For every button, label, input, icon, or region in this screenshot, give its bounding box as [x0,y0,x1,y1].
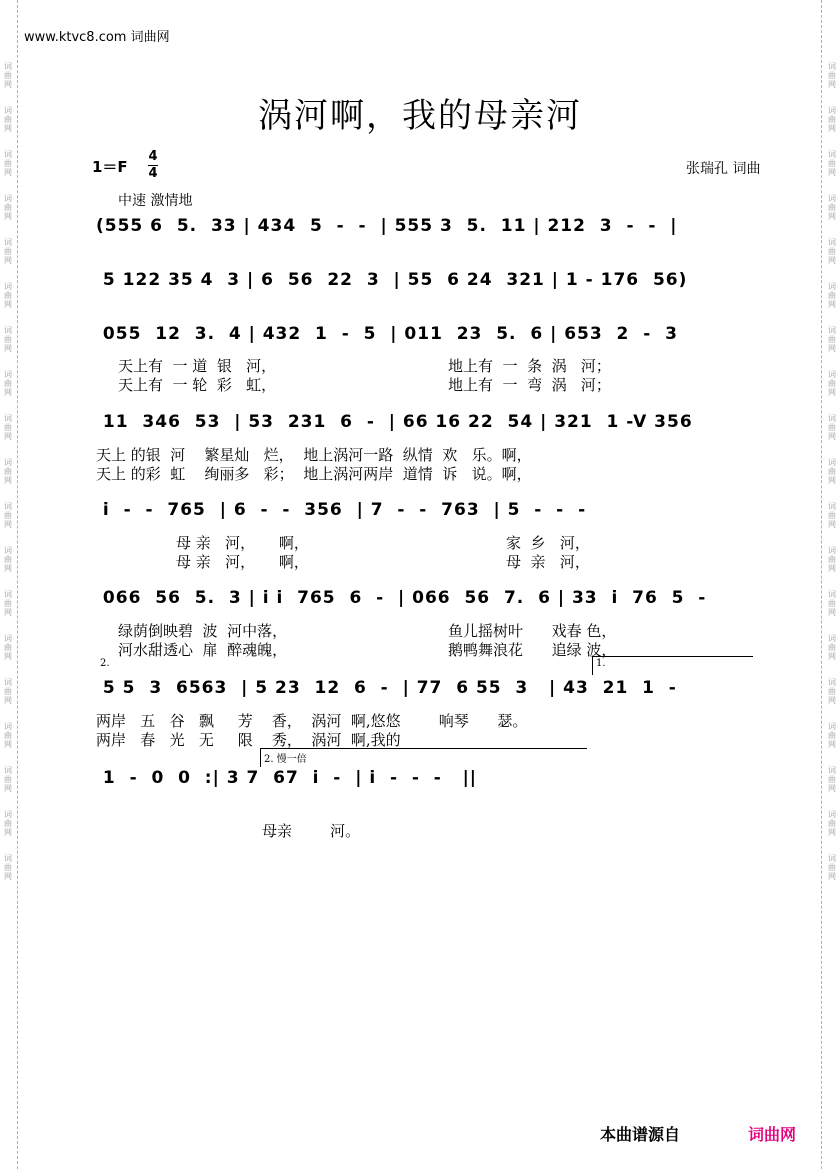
volta-2-label: 2. [100,658,110,669]
song-title: 涡河啊，我的母亲河 [258,96,582,136]
footer-source-label: 本曲谱源自 [600,1125,681,1144]
staff-row-5 [96,500,756,524]
border-watermark: 词 曲 网 [828,238,836,265]
border-watermark: 词 曲 网 [828,502,836,529]
border-watermark: 词 曲 网 [4,326,12,353]
key-signature: 1＝F [92,158,128,176]
border-watermark: 词 曲 网 [4,62,12,89]
lyric-line: 母亲 河。 [262,822,361,840]
border-watermark: 词 曲 网 [4,502,12,529]
notes-row-8: 1 - 0 0 :| 3 7 67 i - | i - - - || [96,768,478,788]
lyric-line: 母 亲 河， 啊， [176,534,309,552]
border-watermark: 词 曲 网 [4,238,12,265]
time-signature [148,150,158,181]
lyric-line: 绿荫倒映碧 波 河中落， [118,622,288,640]
border-watermark: 词 曲 网 [4,722,12,749]
border-watermark: 词 曲 网 [4,458,12,485]
notes-row-7: 5 5 3 6563 | 5 23 12 6 - | 77 6 55 3 | 43 21 1 - [96,678,691,698]
lyric-line: 两岸 五 谷 飘 芳 香， 涡河 啊,悠悠 响琴 瑟。 [96,712,528,730]
border-watermark: 词 曲 网 [4,194,12,221]
lyric-line: 地上有 一 条 涡 河； [448,357,611,375]
border-watermark: 词 曲 网 [4,546,12,573]
border-watermark: 词 曲 网 [828,106,836,133]
notes-row-2: 5 122 35 4 3 | 6 56 22 3 | 55 6 24 321 | 1 - 176 56) [96,270,695,290]
border-watermark: 词 曲 网 [828,150,836,177]
staff-row-3 [96,324,756,348]
site-url: www.ktvc8.com 词曲网 [24,30,170,45]
border-watermark: 词 曲 网 [828,546,836,573]
lyric-line: 天上 的银 河 繁星灿 烂， 地上涡河一路 纵情 欢 乐。啊， [96,446,532,464]
notes-row-4: 11 346 53 | 53 231 6 - | 66 16 22 54 | 321 1 -V 356 [96,412,700,432]
volta-2-slow-label: 2. 慢一倍 [264,754,307,765]
border-watermark: 词 曲 网 [828,326,836,353]
border-watermark: 词 曲 网 [4,106,12,133]
lyric-line: 河水甜透心 扉 醉魂魄， [118,641,288,659]
lyric-line: 母 亲 河， 啊， [176,553,309,571]
border-watermark: 词 曲 网 [828,370,836,397]
left-border-decoration [2,0,14,1169]
staff-row-8 [96,768,756,792]
border-watermark: 词 曲 网 [828,854,836,881]
notes-row-3: 055 12 3. 4 | 432 1 - 5 | 011 23 5. 6 | 653 2 - 3 [96,324,692,344]
border-watermark: 词 曲 网 [4,678,12,705]
border-watermark: 词 曲 网 [828,766,836,793]
border-watermark: 词 曲 网 [4,414,12,441]
border-watermark: 词 曲 网 [828,590,836,617]
time-top: 4 [148,149,158,164]
footer-site-link[interactable]: 词曲网 [748,1125,797,1144]
staff-row-1 [96,216,756,240]
lyric-line: 天上有 一 轮 彩 虹， [118,376,277,394]
border-watermark: 词 曲 网 [828,810,836,837]
lyric-line: 两岸 春 光 无 限 秀， 涡河 啊,我的 [96,731,401,749]
staff-row-6 [96,588,756,612]
lyric-line: 家 乡 河， [506,534,590,552]
border-watermark: 词 曲 网 [828,634,836,661]
border-watermark: 词 曲 网 [828,722,836,749]
lyric-line: 天上 的彩 虹 绚丽多 彩； 地上涡河两岸 道情 诉 说。啊， [96,465,532,483]
lyric-line: 地上有 一 弯 涡 河； [448,376,611,394]
right-border-decoration [826,0,838,1169]
lyric-line: 鱼儿摇树叶 戏春 色， [448,622,617,640]
border-watermark: 词 曲 网 [4,854,12,881]
border-watermark: 词 曲 网 [4,282,12,309]
tempo-marking: 中速 激情地 [118,193,193,209]
border-watermark: 词 曲 网 [4,766,12,793]
border-watermark: 词 曲 网 [828,678,836,705]
staff-row-4 [96,412,756,436]
border-watermark: 词 曲 网 [828,414,836,441]
staff-row-2 [96,270,756,294]
lyric-line: 天上有 一 道 银 河， [118,357,277,375]
staff-row-7 [96,678,756,702]
notes-row-1: (555 6 5. 33 | 434 5 - - | 555 3 5. 11 | 212 3 - - | [96,216,678,236]
border-watermark: 词 曲 网 [828,194,836,221]
lyric-line: 母 亲 河， [506,553,590,571]
border-watermark: 词 曲 网 [4,810,12,837]
author-credit: 张瑞孔 词曲 [686,161,761,177]
notes-row-6: 066 56 5. 3 | i i 765 6 - | 066 56 7. 6 | 33 i 76 5 - [96,588,707,608]
border-watermark: 词 曲 网 [4,634,12,661]
border-watermark: 词 曲 网 [828,62,836,89]
volta-1-label: 1. [596,658,606,669]
border-watermark: 词 曲 网 [4,590,12,617]
border-watermark: 词 曲 网 [828,282,836,309]
notes-row-5: i - - 765 | 6 - - 356 | 7 - - 763 | 5 - - - [96,500,607,520]
lyric-line: 鹅鸭舞浪花 追绿 波， [448,641,617,659]
time-bottom: 4 [148,166,158,181]
border-watermark: 词 曲 网 [828,458,836,485]
border-watermark: 词 曲 网 [4,370,12,397]
volta-1-bracket [592,656,753,675]
border-watermark: 词 曲 网 [4,150,12,177]
volta-2-bracket [260,748,587,767]
